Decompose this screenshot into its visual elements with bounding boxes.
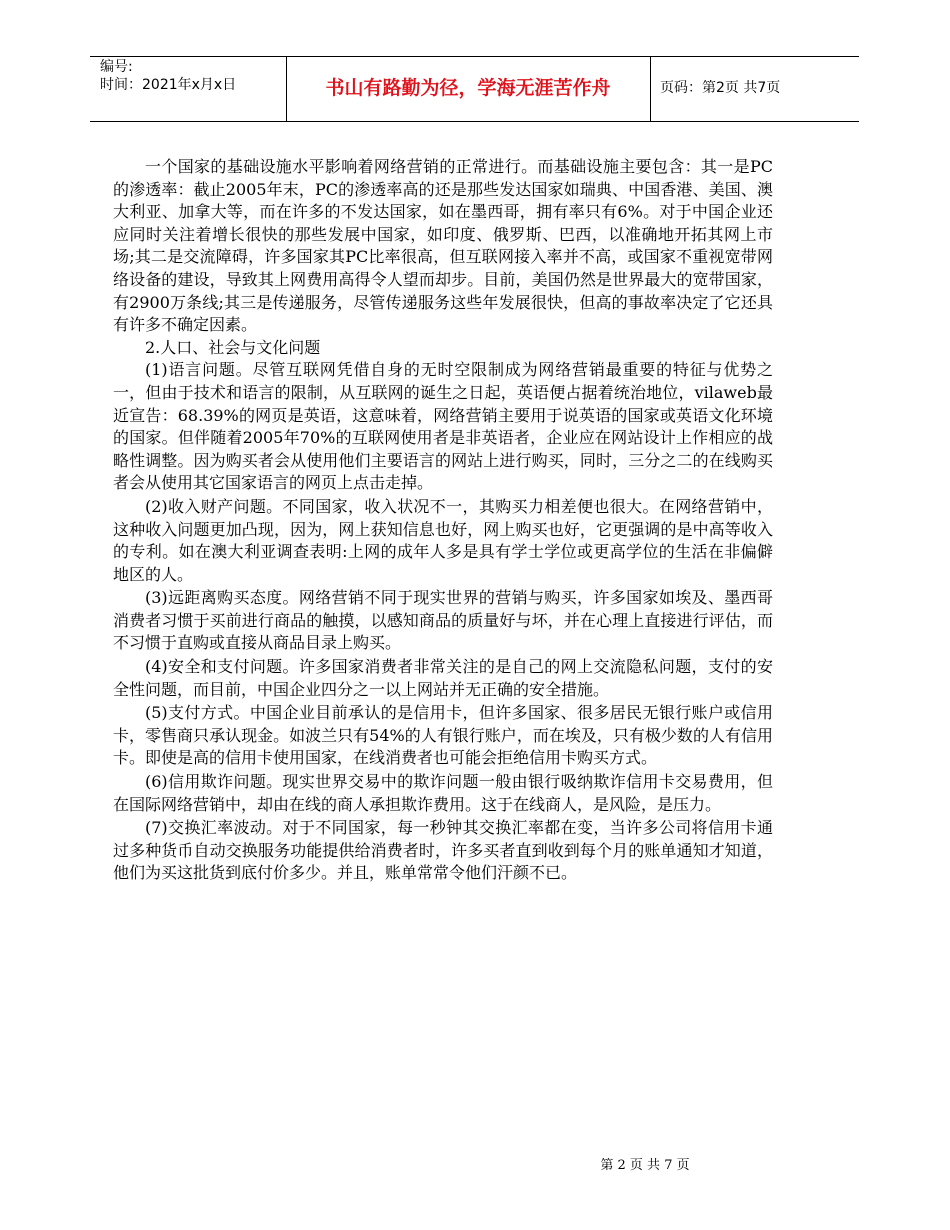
header-top-rule bbox=[90, 56, 859, 57]
section-heading: 2.人口、社会与文化问题 bbox=[145, 337, 321, 357]
header-divider-right bbox=[650, 56, 651, 121]
header-motto: 书山有路勤为径，学海无涯苦作舟 bbox=[325, 77, 611, 99]
paragraph-infrastructure: 一个国家的基础设施水平影响着网络营销的正常进行。而基础设施主要包含：其一是PC的渗透率：截止2005年末，PC的渗透率高的还是那些发达国家如瑞典、中国香港、美国、澳大利亚、加拿大等，而在许多的不发达国家，如在墨西哥，拥有率只有6%。对于中国企业还应同时关注着增长很快的那些发展中国家，如印度、俄罗斯、巴西，以准确地开拓其网上市场;其二是交流障碍，许多国家其PC比率很高，但互联网接入率并不高，或国家不重视宽带网络设备的建设，导致其上网费用高得令人望而却步。目前，美国仍然是世界最大的宽带国家，有2900万条线;其三是传递服务，尽管传递服务这些年发展很快，但高的事故率决定了它还具有许多不确定因素。 bbox=[113, 157, 773, 335]
header-page-info: 页码：第2页 共7页 bbox=[660, 80, 781, 96]
paragraph-exchange-rate: (7)交换汇率波动。对于不同国家，每一秒钟其交换汇率都在变，当许多公司将信用卡通过多种货币自动交换服务功能提供给消费者时，许多买者直到收到每个月的账单通知才知道，他们为买这批货到底付价多少。并且，账单常常令他们汗颜不已。 bbox=[113, 818, 773, 883]
page-footer: 第 2 页 共 7 页 bbox=[600, 1158, 690, 1173]
paragraph-payment-method: (5)支付方式。中国企业目前承认的是信用卡，但许多国家、很多居民无银行账户或信用卡，零售商只承认现金。如波兰只有54%的人有银行账户，而在埃及，只有极少数的人有信用卡。即使是高的信用卡使用国家，在线消费者也可能会拒绝信用卡购买方式。 bbox=[113, 703, 773, 768]
document-body bbox=[113, 156, 773, 885]
paragraph-security: (4)安全和支付问题。许多国家消费者非常关注的是自己的网上交流隐私问题，支付的安全性问题，而目前，中国企业四分之一以上网站并无正确的安全措施。 bbox=[113, 657, 773, 699]
paragraph-language: (1)语言问题。尽管互联网凭借自身的无时空限制成为网络营销最重要的特征与优势之一，但由于技术和语言的限制，从互联网的诞生之日起，英语便占据着统治地位，vilaweb最近宣告：68.39%的网页是英语，这意味着，网络营销主要用于说英语的国家或英语文化环境的国家。但伴随着2005年70%的互联网使用者是非英语者，企业应在网站设计上作相应的战略性调整。因为购买者会从使用他们主要语言的网站上进行购买，同时，三分之二的在线购买者会从使用其它国家语言的网页上点击走掉。 bbox=[113, 360, 773, 493]
header-number-label: 编号: bbox=[100, 59, 133, 75]
header-bottom-rule bbox=[90, 121, 859, 122]
header-time-label: 时间：2021年x月x日 bbox=[100, 77, 237, 93]
paragraph-remote-purchase: (3)远距离购买态度。网络营销不同于现实世界的营销与购买，许多国家如埃及、墨西哥消费者习惯于买前进行商品的触摸，以感知商品的质量好与坏，并在心理上直接进行评估，而不习惯于直购或直接从商品目录上购买。 bbox=[113, 588, 773, 653]
paragraph-income: (2)收入财产问题。不同国家，收入状况不一，其购买力相差便也很大。在网络营销中，这种收入问题更加凸现，因为，网上获知信息也好，网上购买也好，它更强调的是中高等收入的专利。如在澳大利亚调查表明:上网的成年人多是具有学士学位或更高学位的生活在非偏僻地区的人。 bbox=[113, 496, 773, 584]
paragraph-credit-fraud: (6)信用欺诈问题。现实世界交易中的欺诈问题一般由银行吸纳欺诈信用卡交易费用，但在国际网络营销中，却由在线的商人承担欺诈费用。这于在线商人，是风险，是压力。 bbox=[113, 772, 773, 814]
